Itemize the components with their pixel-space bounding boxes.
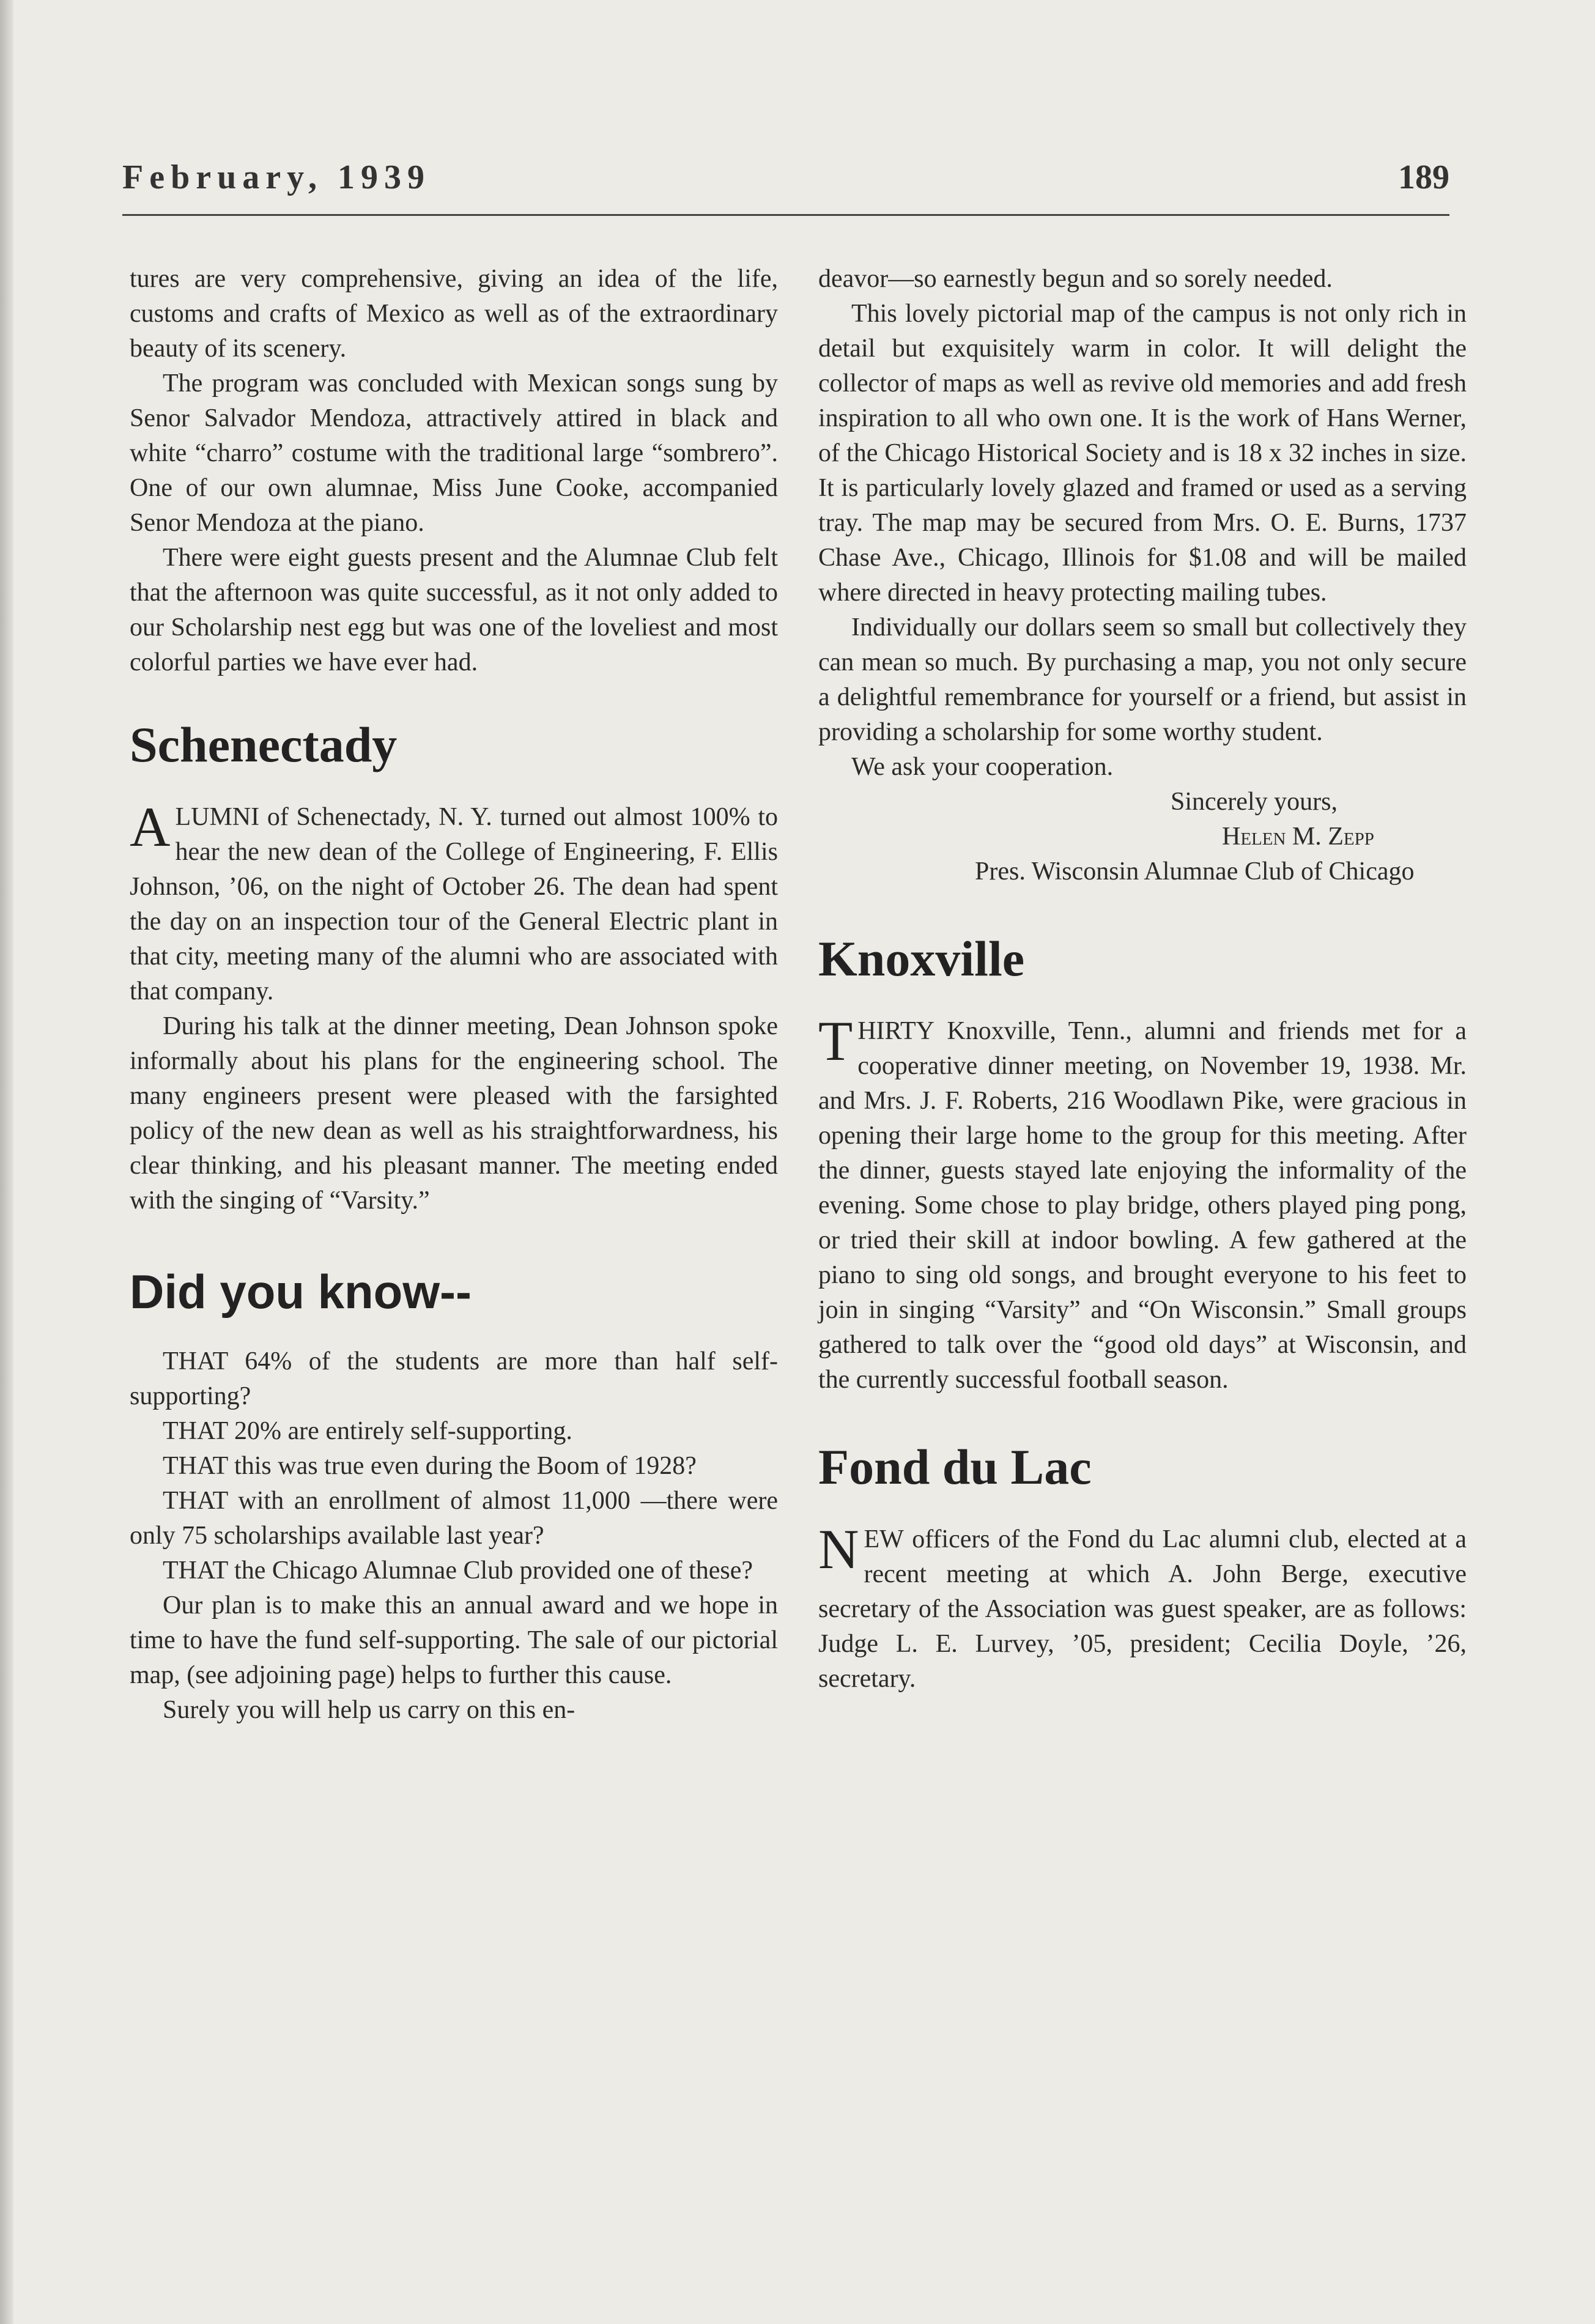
right-column	[818, 262, 1467, 1697]
section-heading-did-you-know: Did you know--	[130, 1265, 472, 1319]
paragraph-text: Knoxville, Tenn., alumni and friends met for a cooperative dinner meeting, on November 19, 1938. Mr. and Mrs. J. F. Roberts, 216 Woodlawn Pike, were gracious in opening their large home to the group for this meeting. After the dinner, guests stayed late enjoying the informality of the evening. Some chose to play bridge, others played ping pong, or tried their skill at indoor bowling. A few gathered at the piano to sing old songs, and brought everyone to his feet to join in singing “Varsity” and “On Wisconsin.” Small groups gathered to talk over the “good old days” at Wisconsin, and the currently successful football season.	[818, 1017, 1467, 1394]
signature-title: Pres. Wisconsin Alumnae Club of Chicago	[975, 857, 1415, 886]
section-heading-knoxville: Knoxville	[818, 931, 1025, 986]
left-column	[130, 262, 778, 1728]
section-heading-schenectady: Schenectady	[130, 717, 398, 772]
paragraph: Our plan is to make this an annual award and we hope in time to have the fund self-supporting. The sale of our pictorial map, (see adjoining page) helps to further this cause.	[130, 1591, 778, 1689]
paragraph	[130, 796, 778, 1009]
paragraph: THAT 64% of the students are more than half self-supporting?	[130, 1347, 778, 1410]
paragraph: There were eight guests present and the Alumnae Club felt that the afternoon was quite successful, as it not only added to our Scholarship nest egg but was one of the loveliest and most colorful parties we have ever had.	[130, 544, 778, 676]
paragraph: Surely you will help us carry on this en-	[163, 1696, 575, 1724]
paragraph: THAT with an enrollment of almost 11,000 —there were only 75 scholarships available last year?	[130, 1487, 778, 1550]
running-head: February, 1939	[122, 158, 431, 196]
paragraph: Individually our dollars seem so small but collectively they can mean so much. By purchasing a map, you not only secure a delightful remembrance for yourself or a friend, but assist in providing a scholarship for some worthy student.	[818, 613, 1467, 746]
paragraph: We ask your cooperation.	[851, 753, 1114, 781]
signature-name: Helen M. Zepp	[1222, 823, 1374, 851]
drop-cap: T	[818, 1010, 853, 1072]
page-header	[122, 158, 1449, 207]
lead-in: LUMNI	[175, 803, 260, 831]
paragraph: This lovely pictorial map of the campus is not only rich in detail but exquisitely warm in color. It will delight the collector of maps as well as revive old memories and add fresh inspiration to all who own one. It is the work of Hans Werner, of the Chicago Historical Society and is 18 x 32 inches in size. It is particularly lovely glazed and framed or used as a serving tray. The map may be secured from Mrs. O. E. Burns, 1737 Chase Ave., Chicago, Illinois for $1.08 and will be mailed where directed in heavy protecting mailing tubes.	[818, 300, 1467, 607]
paragraph-text: of Schenectady, N. Y. turned out almost 100% to hear the new dean of the College of Engineering, F. Ellis Johnson, ’06, on the night of October 26. The dean had spent the day on an inspection tour of the General Electric plant in that city, meeting many of the alumni who are associated with that company.	[130, 803, 778, 1005]
section-heading-fond-du-lac: Fond du Lac	[818, 1439, 1092, 1495]
header-rule	[122, 214, 1449, 216]
drop-cap: A	[130, 796, 171, 858]
paragraph: The program was concluded with Mexican songs sung by Senor Salvador Mendoza, attractively attired in black and white “charro” costume with the traditional large “sombrero”. One of our own alumnae, Miss June Cooke, accompanied Senor Mendoza at the piano.	[130, 369, 778, 537]
lead-in: HIRTY	[857, 1017, 934, 1045]
paragraph: THAT 20% are entirely self-supporting.	[163, 1417, 572, 1445]
drop-cap: N	[818, 1518, 859, 1580]
paragraph	[818, 1518, 1467, 1697]
paragraph: THAT this was true even during the Boom of 1928?	[163, 1452, 697, 1480]
page-number: 189	[1398, 158, 1449, 196]
lead-in: EW	[864, 1525, 904, 1553]
signature-block	[818, 785, 1467, 889]
paragraph	[818, 1010, 1467, 1397]
paragraph: During his talk at the dinner meeting, Dean Johnson spoke informally about his plans for the engineering school. The many engineers present were pleased with the farsighted policy of the new dean as well as his straightforwardness, his clear thinking, and his pleasant manner. The meeting ended with the singing of “Varsity.”	[130, 1012, 778, 1215]
paragraph: THAT the Chicago Alumnae Club provided one of these?	[163, 1556, 753, 1585]
page-edge	[0, 0, 13, 2324]
signature-closing: Sincerely yours,	[1171, 788, 1338, 816]
paragraph: tures are very comprehensive, giving an idea of the life, customs and crafts of Mexico as well as of the extraordinary beauty of its scenery.	[130, 265, 778, 363]
paragraph: deavor—so earnestly begun and so sorely needed.	[818, 265, 1333, 293]
paragraph-text: officers of the Fond du Lac alumni club, elected at a recent meeting at which A. John Berge, executive secretary of the Association was guest speaker, are as follows: Judge L. E. Lurvey, ’05, president; Cecilia Doyle, ’26, secretary.	[818, 1525, 1467, 1693]
